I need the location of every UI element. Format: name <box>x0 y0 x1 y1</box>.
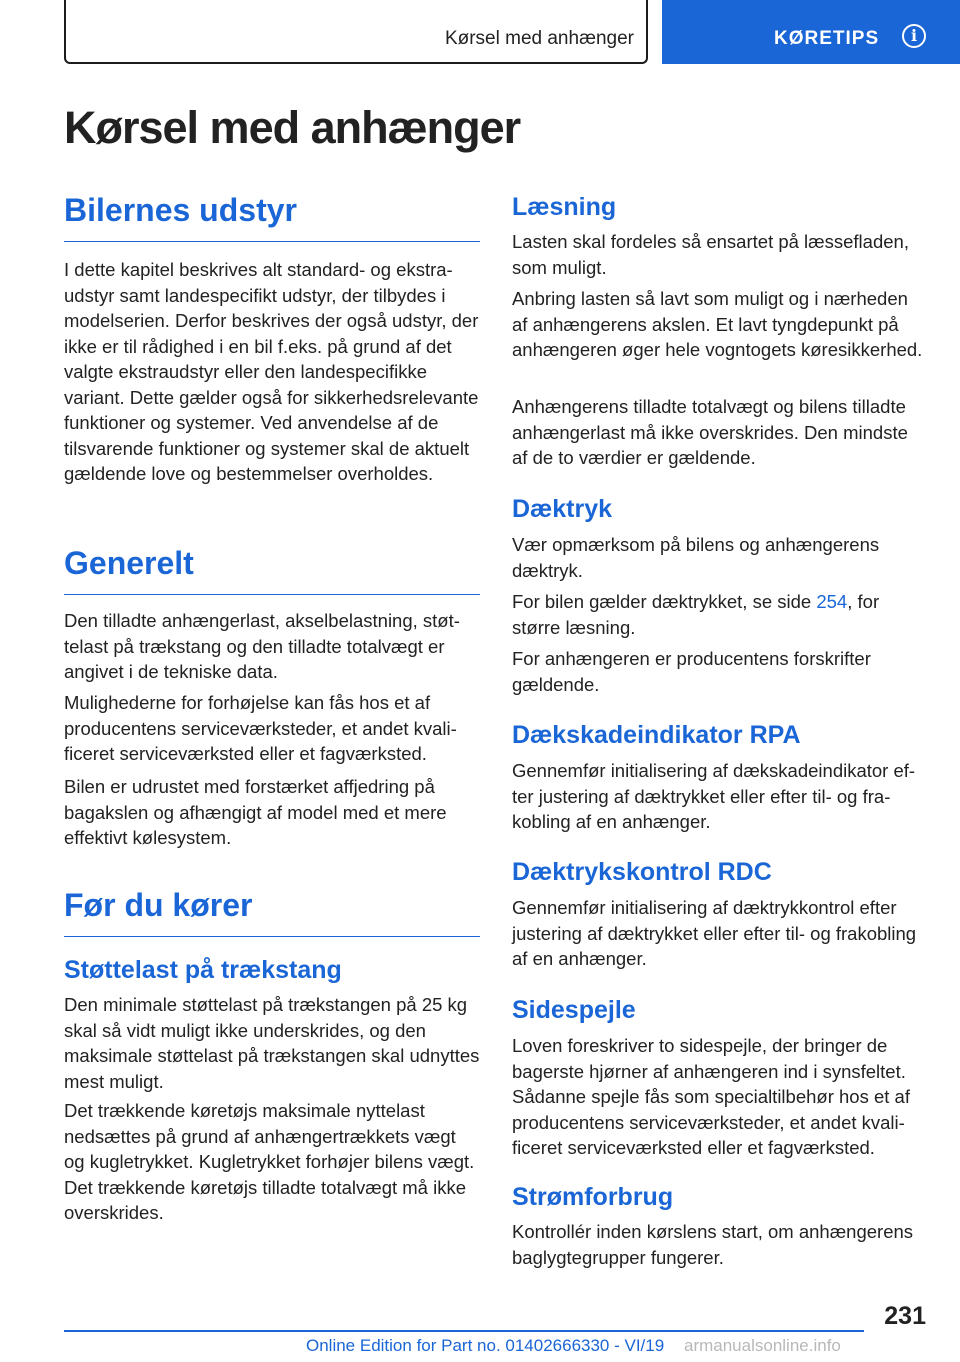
page-title: Kørsel med anhænger <box>64 102 521 153</box>
subheading-daektryk: Dæktryk <box>512 495 613 523</box>
section-heading-bilernes-udstyr: Bilernes udstyr <box>64 192 480 242</box>
subheading-daektrykskontrol: Dæktrykskontrol RDC <box>512 858 772 886</box>
section-heading-foer-du-koerer: Før du kører <box>64 887 480 937</box>
paragraph: Anbring lasten så lavt som muligt og i nærheden af anhængerens akslen. Et lavt tyngdepunkt på anhængeren øger hele vogntogets køresikkerhed. <box>512 288 923 360</box>
header-chapter-title: KØRETIPS <box>774 28 880 49</box>
paragraph: Gennemfør initialisering af dæktrykkontrol efter justering af dæktrykket eller efter til- og frakobling af en anhænger. <box>512 897 917 969</box>
subheading-sidespejle: Sidespejle <box>512 996 636 1024</box>
paragraph: Loven foreskriver to sidespejle, der bringer de bagerste hjørner af anhængeren ind i synsfeltet. Sådanne spejle fås som specialtilbehør hos et af producentens serviceværksteder, et andet kvalificeret serviceværksted eller et fagværksted. <box>512 1035 910 1158</box>
paragraph: Gennemfør initialisering af dækskadeindikator efter justering af dæktrykket eller efter til- og frakobling af en anhænger. <box>512 760 916 832</box>
paragraph: Kontrollér inden kørslens start, om anhængerens baglygtegrupper fungerer. <box>512 1221 914 1268</box>
watermark: armanualsonline.info <box>684 1336 841 1355</box>
page-link-254[interactable]: 254 <box>816 591 848 612</box>
subheading-stroemforbrug: Strømforbrug <box>512 1183 674 1211</box>
paragraph: I dette kapitel beskrives alt standard- og ekstraudstyr samt landespecifikt udstyr, der tilbydes i modelserien. Derfor beskrives der også udstyr, der ikke er til rådighed i en bil f.eks. på grund af det valgte ekstraudstyr eller den landespecifikke variant. Dette gælder også for sikkerhedsrelevante funktioner og systemer. Ved anvendelse af de tilsvarende funktioner og systemer skal de aktuelt gældende love og bestemmelser overholdes. <box>64 259 479 484</box>
paragraph: Den minimale støttelast på trækstangen på 25 kg skal så vidt muligt ikke underskrides, og den maksimale støttelast på trækstangen skal udnyttes mest muligt. <box>64 994 480 1092</box>
footer-divider <box>64 1330 864 1332</box>
section-heading-generelt: Generelt <box>64 545 480 595</box>
page-number: 231 <box>884 1302 926 1330</box>
subheading-stoettelast: Støttelast på trækstang <box>64 956 342 984</box>
paragraph-text: For bilen gælder dæktrykket, se side <box>512 591 817 612</box>
paragraph: Bilen er udrustet med forstærket affjedring på bagakslen og afhængigt af model med et mere effektivt kølesystem. <box>64 776 447 848</box>
paragraph: Mulighederne for forhøjelse kan fås hos et af producentens serviceværksteder, et andet kvalificeret serviceværksted eller et fagværksted. <box>64 692 457 764</box>
edition-text: Online Edition for Part no. 01402666330 - VI/19 <box>306 1336 665 1355</box>
paragraph: Det trækkende køretøjs maksimale nyttelast nedsættes på grund af anhængertrækkets vægt og kugletrykket. Kugletrykket forhøjer bilens vægt. Det trækkende køretøjs tilladte totalvægt må ikke overskrides. <box>64 1100 475 1223</box>
paragraph: For anhængeren er producentens forskrifter gældende. <box>512 648 871 695</box>
paragraph: Den tilladte anhængerlast, akselbelastning, støttelast på trækstang og den tilladte totalvægt er angivet i de tekniske data. <box>64 610 460 682</box>
info-icon[interactable]: i <box>902 24 926 48</box>
paragraph-text: , for større læsning. <box>512 591 880 638</box>
paragraph: Lasten skal fordeles så ensartet på læssefladen, som muligt. <box>512 231 909 278</box>
paragraph: Anhængerens tilladte totalvægt og bilens tilladte anhængerlast må ikke overskrides. Den mindste af de to værdier er gældende. <box>512 396 908 468</box>
header-chapter-tab[interactable] <box>662 0 960 64</box>
paragraph-page-reference <box>512 589 928 640</box>
subheading-laesning: Læsning <box>512 193 617 221</box>
header-section-box <box>64 0 648 64</box>
header-section-title: Kørsel med anhænger <box>444 28 634 49</box>
paragraph: Vær opmærksom på bilens og anhængerens dæktryk. <box>512 534 880 581</box>
subheading-daekskadeindikator: Dækskadeindikator RPA <box>512 721 801 749</box>
